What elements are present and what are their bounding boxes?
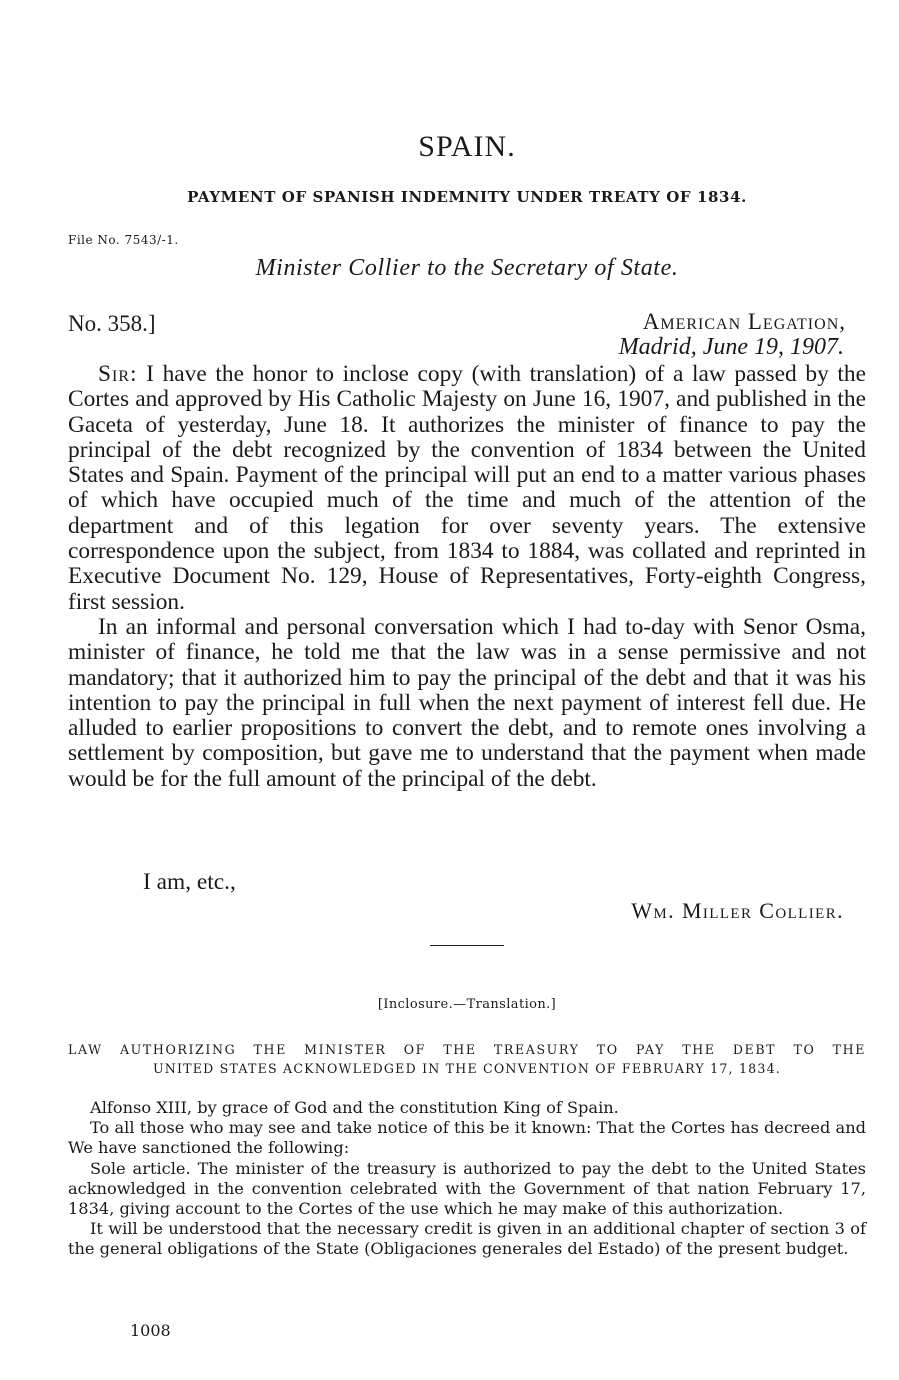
page-number: 1008 (130, 1321, 171, 1340)
letter-paragraph: In an informal and personal conversation which I had to-day with Senor Osma, minister of finance, he told me that the law was in a sense permissive and not mandatory; that it authorized him to pay the principal of the debt and that it was his intention to pay the principal in full when the next payment of interest fell due. He alluded to earlier propositions to convert the debt, and to remote ones involving a settlement by composition, but gave me to understand that the payment when made would be for the full amount of the principal of the debt. (68, 613, 866, 792)
law-paragraph: Sole article. The minister of the treasury is authorized to pay the debt to the United States acknowledged in the convention celebrated with the Government of that nation February 17, 1834, giving account to the Cortes of the use which he may make of this authorization. (68, 1158, 866, 1219)
signature: Wm. Miller Collier. (631, 898, 844, 923)
law-paragraph: To all those who may see and take notice of this be it known: That the Cortes has decreed and We have sanctioned the following: (68, 1118, 866, 1158)
document-page (68, 0, 866, 1380)
letter-number: No. 358.] (68, 311, 156, 336)
file-number: File No. 7543/-1. (68, 233, 179, 247)
legation-name: American Legation, (642, 309, 846, 334)
letter-body (68, 362, 866, 792)
law-body (68, 1098, 866, 1260)
subject-heading: PAYMENT OF SPANISH INDEMNITY UNDER TREATY OF 1834. (187, 188, 747, 206)
law-paragraph: It will be understood that the necessary credit is given in an additional chapter of section 3 of the general obligations of the State (Obligaciones generales del Estado) of the present budget. (68, 1219, 866, 1259)
correspondence-heading: Minister Collier to the Secretary of State. (255, 255, 679, 281)
country-heading: SPAIN. (418, 130, 516, 163)
salutation: Sir: (98, 361, 138, 387)
closing: I am, etc., (143, 869, 236, 895)
section-divider (430, 945, 504, 946)
inclosure-label: [Inclosure.—Translation.] (377, 997, 557, 1012)
paragraph-text: I have the honor to inclose copy (with translation) of a law passed by the Cortes and approved by His Catholic Majesty on June 16, 1907, and published in the Gaceta of yesterday, June 18. It authorizes the minister of finance to pay the principal of the debt recognized by the convention of 1834 between the United States and Spain. Payment of the principal will put an end to a matter various phases of which have occupied much of the time and much of the attention of the department and of this legation for over seventy years. The extensive correspondence upon the subject, from 1834 to 1884, was collated and reprinted in Executive Document No. 129, House of Representatives, Forty-eighth Congress, first session. (68, 361, 866, 615)
law-paragraph: Alfonso XIII, by grace of God and the constitution King of Spain. (90, 1098, 619, 1117)
letter-dateline: Madrid, June 19, 1907. (618, 334, 844, 360)
law-title (68, 1040, 866, 1078)
law-title-line: LAW AUTHORIZING THE MINISTER OF THE TREASURY TO PAY THE DEBT TO THE (68, 1042, 866, 1057)
law-title-line: UNITED STATES ACKNOWLEDGED IN THE CONVENTION OF FEBRUARY 17, 1834. (152, 1061, 782, 1076)
letter-paragraph (68, 362, 866, 615)
